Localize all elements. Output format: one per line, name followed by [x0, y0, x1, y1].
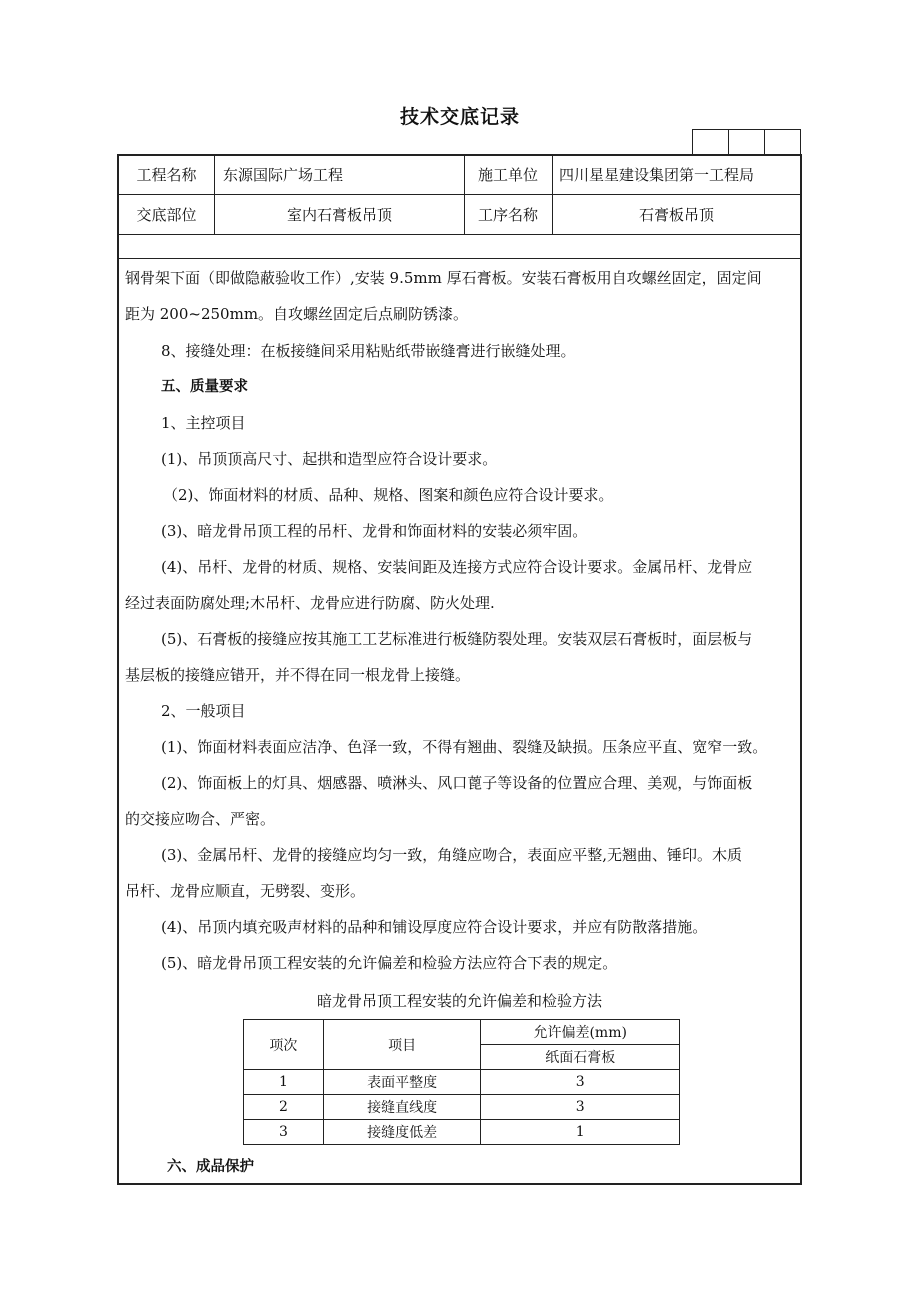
paragraph: 经过表面防腐处理;木吊杆、龙骨应进行防腐、防火处理.: [125, 594, 495, 612]
contractor-label: 施工单位: [477, 166, 538, 184]
table-cell: 接缝直线度: [323, 1095, 481, 1120]
table-cell: 2: [244, 1095, 324, 1120]
contractor-value: 四川星星建设集团第一工程局: [559, 166, 755, 184]
paragraph: (3)、暗龙骨吊顶工程的吊杆、龙骨和饰面材料的安装必须牢固。: [161, 522, 588, 540]
table-row: [244, 1095, 680, 1120]
paragraph: (2)、饰面板上的灯具、烟感器、喷淋头、风口蓖子等设备的位置应合理、美观，与饰面板: [161, 774, 753, 792]
paragraph: 吊杆、龙骨应顺直，无劈裂、变形。: [125, 882, 366, 900]
table-cell: 3: [481, 1070, 680, 1095]
section-heading: 五、质量要求: [161, 379, 248, 395]
subsection-heading: 1、主控项目: [161, 414, 246, 432]
sign-box-2: [728, 129, 765, 156]
paragraph: (1)、饰面材料表面应洁净、色泽一致，不得有翘曲、裂缝及缺损。压条应平直、宽窄一致。: [161, 738, 768, 756]
paragraph: 的交接应吻合、严密。: [125, 810, 276, 828]
part-label: 交底部位: [136, 206, 197, 224]
paragraph: 基层板的接缝应错开，并不得在同一根龙骨上接缝。: [125, 666, 471, 684]
paragraph: (5)、石膏板的接缝应按其施工工艺标准进行板缝防裂处理。安装双层石膏板时，面层板与: [161, 630, 753, 648]
page-title: 技术交底记录: [399, 106, 520, 128]
paragraph: （2)、饰面材料的材质、品种、规格、图案和颜色应符合设计要求。: [163, 486, 614, 504]
process-value: 石膏板吊顶: [638, 206, 714, 224]
table-cell: 3: [481, 1095, 680, 1120]
process-label: 工序名称: [477, 206, 538, 224]
section-heading: 六、成品保护: [167, 1159, 254, 1175]
table-row: [244, 1120, 680, 1145]
paragraph: 距为 200~250mm。自攻螺丝固定后点刷防锈漆。: [125, 305, 469, 323]
paragraph: (4)、吊杆、龙骨的材质、规格、安装间距及连接方式应符合设计要求。金属吊杆、龙骨应: [161, 558, 753, 576]
record-form: [117, 154, 802, 1185]
table-cell: 1: [244, 1070, 324, 1095]
project-name-label: 工程名称: [136, 166, 197, 184]
deviation-table: [243, 1019, 680, 1145]
col-deviation-header: 允许偏差(mm): [481, 1020, 680, 1045]
paragraph: (3)、金属吊杆、龙骨的接缝应均匀一致，角缝应吻合，表面应平整,无翘曲、锤印。木质: [161, 846, 743, 864]
col-subheader: 纸面石膏板: [481, 1045, 680, 1070]
col-no-header: 项次: [244, 1020, 324, 1070]
part-value: 室内石膏板吊顶: [286, 206, 392, 224]
signature-boxes: [693, 129, 801, 156]
table-cell: 表面平整度: [323, 1070, 481, 1095]
sign-box-3: [764, 129, 801, 156]
paragraph: (1)、吊顶顶高尺寸、起拱和造型应符合设计要求。: [161, 450, 498, 468]
table-header-row: [244, 1020, 680, 1045]
table-cell: 3: [244, 1120, 324, 1145]
col-item-header: 项目: [323, 1020, 481, 1070]
project-name-value: 东源国际广场工程: [223, 166, 344, 184]
grid-line: [119, 258, 800, 259]
table-row: [244, 1070, 680, 1095]
sign-box-1: [692, 129, 729, 156]
paragraph: 8、接缝处理：在板接缝间采用粘贴纸带嵌缝膏进行嵌缝处理。: [161, 342, 576, 360]
table-title: 暗龙骨吊顶工程安装的允许偏差和检验方法: [316, 992, 602, 1010]
table-cell: 1: [481, 1120, 680, 1145]
table-cell: 接缝度低差: [323, 1120, 481, 1145]
subsection-heading: 2、一般项目: [161, 702, 246, 720]
paragraph: 钢骨架下面（即做隐蔽验收工作）,安装 9.5mm 厚石膏板。安装石膏板用自攻螺丝固定，固定间: [125, 269, 762, 287]
paragraph: (4)、吊顶内填充吸声材料的品种和铺设厚度应符合设计要求，并应有防散落措施。: [161, 918, 708, 936]
paragraph: (5)、暗龙骨吊顶工程安装的允许偏差和检验方法应符合下表的规定。: [161, 954, 618, 972]
